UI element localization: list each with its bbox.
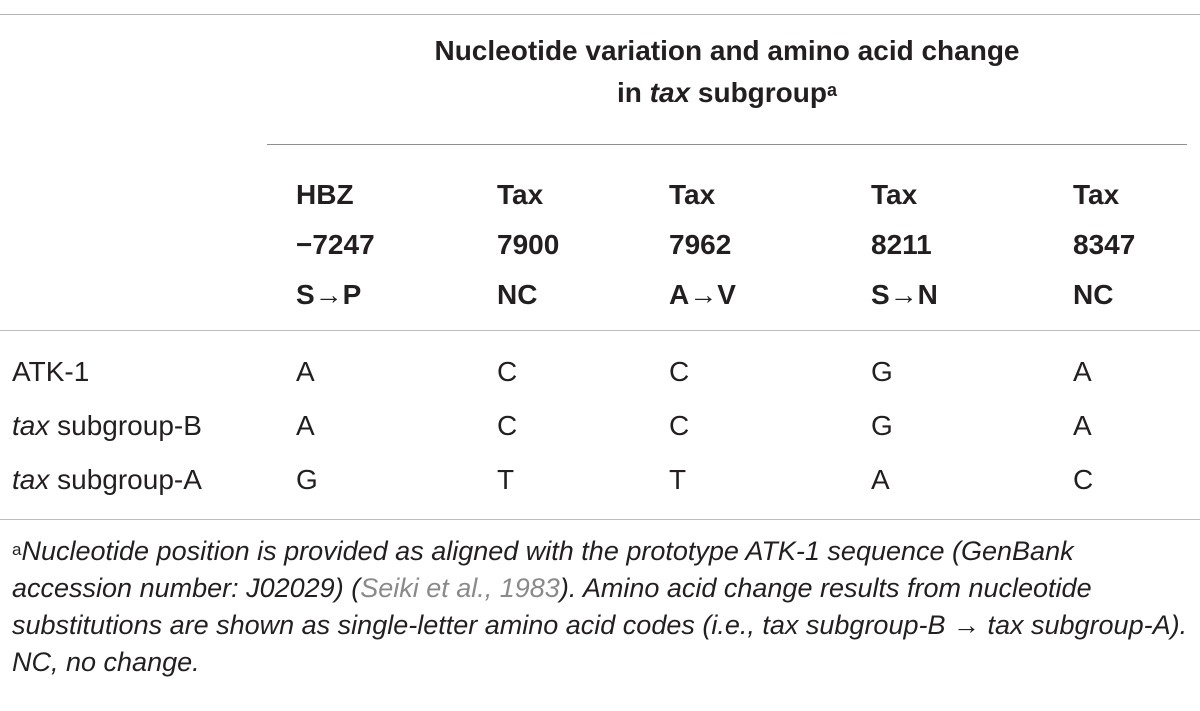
table-cell: A [1073,410,1092,441]
footnote-text: Nucleotide position is provided as aligned with the prototype ATK-1 sequence (GenBank accession number: J02029) ( [12,536,1074,603]
table-cell: A [871,464,890,495]
header-bottom-rule [0,330,1200,331]
column-position: 8211 [871,229,932,260]
column-gene: Tax [669,179,716,210]
column-change: S→N [871,279,938,310]
table-cell: C [1073,464,1094,495]
column-gene: Tax [871,179,918,210]
footnote-marker: a [12,540,22,559]
column-gene: Tax [497,179,544,210]
table-cell: A [296,410,315,441]
column-position: 7962 [669,229,732,260]
column-gene: Tax [1073,179,1120,210]
table-top-rule [0,14,1200,15]
column-change: A→V [669,279,736,310]
group-header-rule [267,144,1187,145]
column-position: 7900 [497,229,560,260]
column-gene: HBZ [296,179,354,210]
column-header-hbz-7247 [296,170,375,320]
footnote-text: ). Amino acid change results from nucleotide substitutions are shown as single-letter amino acid codes (i.e., tax subgroup-B → tax subgroup-A). NC, no change. [12,573,1188,677]
column-group-header [267,30,1187,114]
table-cell: C [497,410,518,441]
column-change: NC [497,279,538,310]
citation-link[interactable]: Seiki et al., 1983 [360,573,560,603]
column-position: 8347 [1073,229,1136,260]
table-cell: G [296,464,318,495]
table-cell: A [296,356,315,387]
column-header-tax-8211 [871,170,938,320]
column-change: S→P [296,279,362,310]
footnote-marker: a [827,80,838,100]
column-group-header-line1: Nucleotide variation and amino acid change [434,35,1020,66]
column-header-tax-7900 [497,170,559,320]
table-bottom-rule [0,519,1200,520]
column-header-tax-7962 [669,170,736,320]
row-label: tax subgroup-A [12,464,202,495]
table-footnote [12,533,1188,681]
table-cell: A [1073,356,1092,387]
table-cell: T [497,464,515,495]
column-position: −7247 [296,229,375,260]
table-cell: C [497,356,518,387]
row-label: tax subgroup-B [12,410,202,441]
table-cell: C [669,410,690,441]
table-cell: G [871,356,893,387]
table-cell: C [669,356,690,387]
table-cell: T [669,464,687,495]
row-label: ATK-1 [12,356,90,387]
column-group-header-line2: in tax subgroup$^a$ [616,77,838,108]
table-cell: G [871,410,893,441]
column-change: NC [1073,279,1114,310]
column-header-tax-8347 [1073,170,1135,320]
